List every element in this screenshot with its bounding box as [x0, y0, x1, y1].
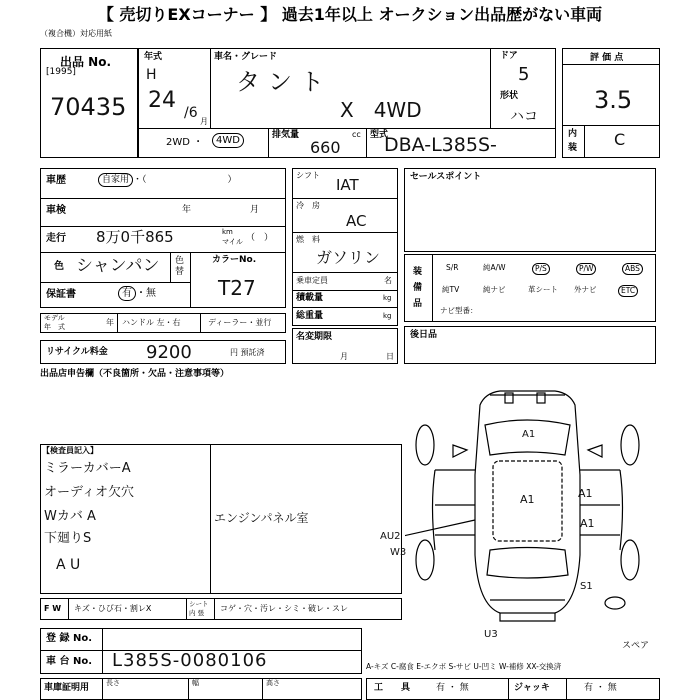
score-label: 評 価 点	[590, 53, 624, 63]
diagram-mark: A1	[522, 429, 536, 440]
color-value: シャンパン	[76, 256, 160, 276]
cert-label: 車庫証明用	[44, 683, 90, 693]
name-label: 車名・グレード	[214, 52, 278, 62]
diagram-mark: U3	[484, 629, 498, 640]
equip-item: S/R	[446, 263, 459, 272]
history-label: 車歴	[46, 175, 66, 186]
inspection-month-unit: 月	[250, 205, 260, 215]
equipment-label-2: 備	[413, 283, 423, 293]
recycle-unit: 円 預託済	[230, 348, 265, 357]
diagram-mark: A1	[520, 493, 535, 506]
displacement-value: 660	[310, 138, 341, 157]
interior-value: C	[614, 130, 626, 149]
color-no-value: T27	[218, 276, 256, 300]
inspector-note-line: ミラーカバーA	[44, 461, 131, 476]
reg-label: 登 録 No.	[46, 633, 93, 644]
inspector-note-line: A U	[56, 557, 81, 573]
displacement-unit: cc	[352, 130, 361, 139]
equip-item: ABS	[622, 263, 643, 275]
aircon-value: AC	[346, 212, 367, 230]
shift-value: IAT	[336, 176, 359, 194]
chassis-label: 車 台 No.	[46, 656, 93, 667]
load-unit: kg	[383, 294, 392, 302]
score-value: 3.5	[594, 86, 633, 114]
cert-col: 高さ	[266, 679, 280, 687]
recycle-value: 9200	[146, 342, 192, 363]
tool-options: 有 ・ 無	[436, 683, 469, 693]
fuel-value: ガソリン	[316, 248, 381, 267]
diagram-mark: A1	[578, 487, 593, 500]
shift-label: シフト	[296, 171, 320, 180]
later-items-label: 後日品	[410, 330, 438, 340]
fw-label: F W	[44, 604, 62, 613]
damage-legend: A-キズ C-腐食 E-エクボ S-サビ U-凹ミ W-補修 XX-交換済	[366, 662, 562, 671]
inspector-notes-label: 【検査員記入】	[42, 446, 98, 455]
model-year-label-1: モデル	[44, 314, 65, 322]
doors-value: 5	[518, 64, 530, 85]
shape-label: 形状	[500, 91, 519, 101]
name-change-day: 日	[386, 352, 394, 361]
seat-items: コゲ・穴・汚レ・シミ・破レ・スレ	[220, 604, 348, 613]
color-change-2: 替	[175, 267, 185, 277]
shape-value: ハコ	[510, 109, 538, 125]
diagram-mark: S1	[580, 581, 593, 592]
drive-4wd: 4WD	[212, 136, 244, 146]
lot-year-tag: [1995]	[46, 67, 76, 77]
equip-item: ETC	[618, 285, 638, 297]
mileage-value: 8万0千865	[96, 228, 174, 246]
diagram-mark: W3	[390, 547, 407, 558]
equip-item: 革シート	[528, 285, 558, 294]
spare-label: スペア	[622, 641, 650, 651]
equip-item: 純TV	[442, 285, 460, 294]
navi-label: ナビ型番：	[440, 306, 478, 315]
jack-label: ジャッキ	[514, 683, 550, 693]
interior-label-2: 装	[568, 143, 578, 153]
capacity-label: 乗車定員	[296, 276, 328, 285]
month-value: /6	[184, 105, 198, 121]
mileage-label: 走行	[46, 233, 66, 244]
interior-label-1: 内	[568, 129, 578, 139]
color-no-label: カラーNo.	[212, 255, 257, 265]
warranty-options: 有 ・無	[118, 289, 156, 299]
chassis-value: L385S-0080106	[112, 650, 268, 671]
inspector-note-line: Wカバ A	[44, 509, 96, 524]
vehicle-name: タント	[236, 68, 332, 96]
inspector-note-line: オーディオ欠穴	[44, 485, 134, 500]
equip-item: P/S	[532, 263, 550, 275]
month-unit: 月	[200, 117, 208, 126]
mileage-unit-km: km	[222, 228, 233, 236]
drive-2wd: 2WD ・	[166, 137, 204, 148]
lot-label: 出品 No.	[60, 55, 112, 69]
fuel-label: 燃 料	[296, 235, 320, 244]
cert-col: 長さ	[106, 679, 120, 687]
dealer-options: ディーラー・並行	[208, 318, 272, 327]
displacement-label: 排気量	[272, 130, 300, 140]
subnote: （複合機）対応用紙	[40, 29, 112, 38]
cert-col: 幅	[192, 679, 199, 687]
seat-label-1: シート	[189, 600, 209, 608]
aircon-label: 冷 房	[296, 201, 320, 210]
capacity-unit: 名	[384, 276, 392, 285]
warranty-label: 保証書	[46, 289, 76, 300]
handle-options: ハンドル 左・右	[122, 318, 181, 327]
equip-item: 外ナビ	[574, 285, 597, 294]
banner-title: 【 売切りEXコーナー 】 過去1年以上 オークション出品歴がない車両	[97, 5, 603, 24]
diagram-mark: A1	[580, 517, 595, 530]
jack-options: 有 ・ 無	[584, 683, 617, 693]
name-change-month: 月	[340, 352, 348, 361]
seat-label-2: 内 張	[189, 609, 205, 617]
model-label: 型式	[370, 130, 389, 140]
color-label: 色	[54, 261, 64, 272]
year-era: H	[146, 67, 157, 83]
equipment-label-3: 品	[413, 299, 423, 309]
model-year-unit: 年	[106, 318, 114, 327]
sales-point-label: セールスポイント	[410, 172, 482, 182]
equip-item: 純A/W	[483, 263, 506, 272]
history-option: 自家用 ・（ ）	[98, 176, 237, 185]
doors-label: ドア	[500, 51, 518, 61]
tool-label: 工 具	[374, 683, 411, 693]
model-value: DBA-L385S-	[384, 134, 497, 156]
diagram-mark: AU2	[380, 531, 401, 542]
vehicle-grade: X 4WD	[340, 98, 422, 122]
equip-item: 純ナビ	[483, 285, 506, 294]
fw-items: キズ・ひび石・割レX	[74, 604, 152, 613]
equipment-label-1: 装	[413, 267, 423, 277]
name-change-label: 名変期限	[296, 332, 333, 342]
year-label: 年式	[144, 52, 163, 62]
color-change-1: 色	[175, 256, 185, 266]
exhibitor-notes-label: 出品店申告欄（不良箇所・欠品・注意事項等）	[40, 369, 230, 379]
inspector-note-line: 下廻りS	[44, 531, 92, 546]
mileage-paren: （ ）	[246, 233, 274, 243]
recycle-label: リサイクル料金	[46, 347, 108, 357]
year-value: 24	[148, 88, 176, 113]
inspection-year-unit: 年	[182, 205, 192, 215]
lot-number: 70435	[50, 93, 127, 121]
model-year-label-2: 年 式	[44, 323, 65, 331]
later-items-box	[404, 326, 656, 364]
load-label: 積載量	[296, 293, 324, 303]
gross-unit: kg	[383, 312, 392, 320]
inspector-note-right: エンジンパネル室	[214, 511, 309, 525]
equip-item: P/W	[576, 263, 596, 275]
inspection-label: 車検	[46, 205, 66, 216]
mileage-unit-mile: マイル	[222, 238, 243, 246]
gross-label: 総重量	[296, 311, 324, 321]
